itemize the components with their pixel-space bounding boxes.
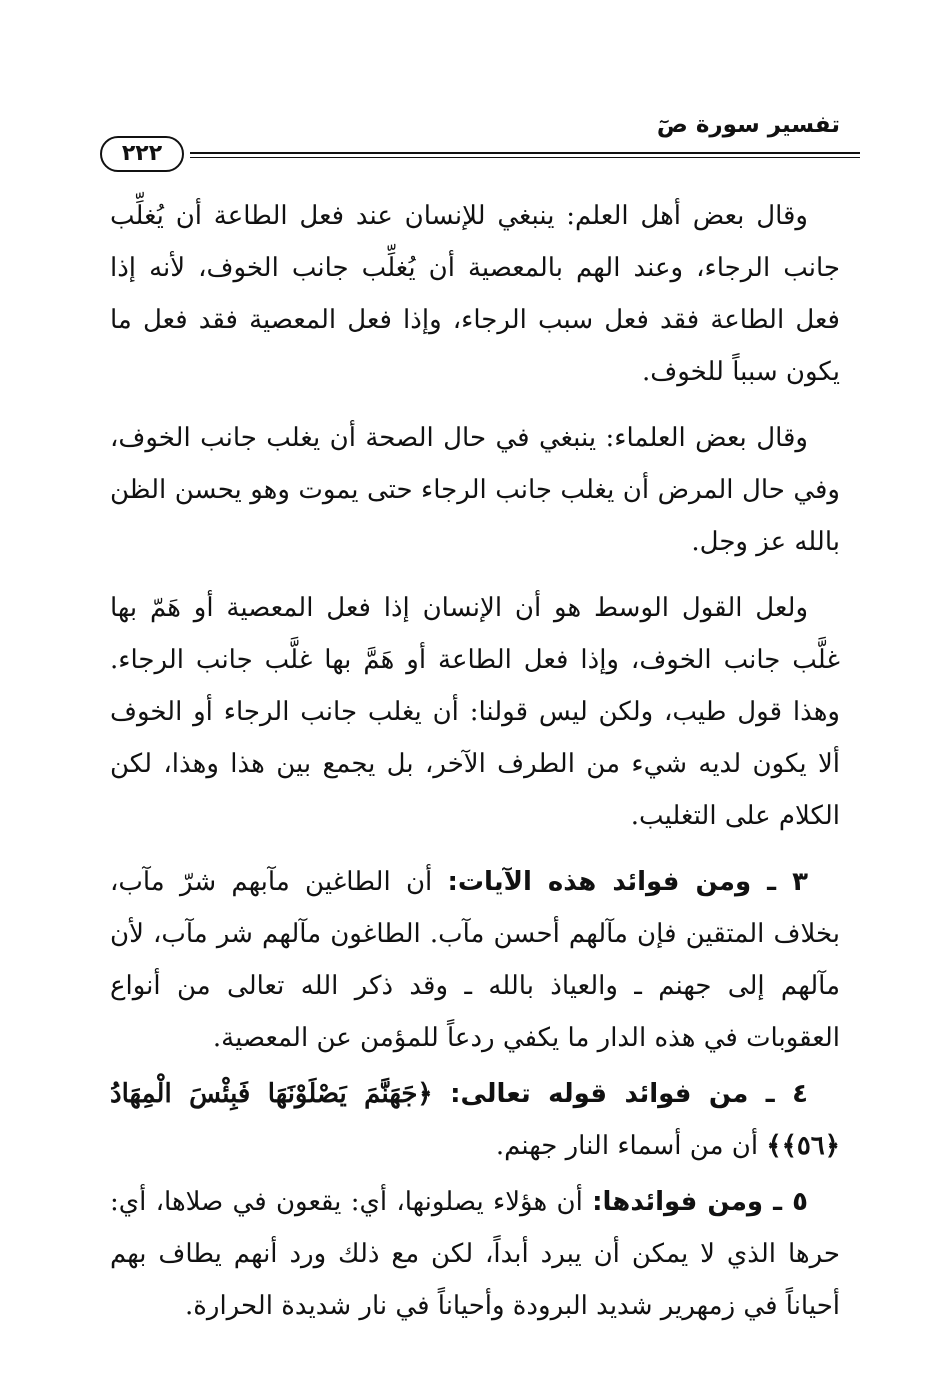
paragraph-text: ولعل القول الوسط هو أن الإنسان إذا فعل المعصية أو هَمّ بها غلَّب جانب الخوف، وإذا فعل الطاعة أو هَمَّ بها غلَّب جانب الرجاء. وهذا قول طيب، ولكن ليس قولنا: أن يغلب جانب الرجاء أو الخوف ألا يكون لديه شيء من الطرف الآخر، بل يجمع بين هذا وهذا، لكن الكلام على التغليب. [110, 593, 840, 831]
paragraph-text: أن من أسماء النار جهنم. [495, 1131, 767, 1161]
paragraph-5 [110, 1068, 840, 1172]
page-header [100, 112, 860, 182]
paragraph-4 [110, 856, 840, 1064]
header-rule [190, 152, 860, 154]
benefit-heading: ٥ ـ ومن فوائدها: [592, 1187, 809, 1217]
paragraph-text: أن هؤلاء يصلونها، أي: يقعون في صلاها، أي: حرها الذي لا يمكن أن يبرد أبداً، لكن مع ذلك ورد أنهم يطاف بهم أحياناً في زمهرير شديد البرودة وأحياناً في نار شديدة الحرارة. [110, 1187, 840, 1321]
paragraph-6 [110, 1176, 840, 1332]
quran-verse: ﴿جَهَنَّمَ يَصْلَوْنَهَا فَبِئْسَ الْمِهَادُ ﴿٥٦﴾﴾ [110, 1079, 840, 1161]
page-body [110, 190, 840, 1346]
paragraph-1 [110, 190, 840, 398]
running-title: تفسير سورة صٓ [656, 112, 840, 138]
paragraph-3 [110, 582, 840, 842]
page-number: ٢٢٢ [100, 136, 184, 172]
benefit-heading: ٣ ـ ومن فوائد هذه الآيات: [447, 867, 808, 897]
paragraph-2 [110, 412, 840, 568]
benefit-heading: ٤ ـ من فوائد قوله تعالى: [450, 1079, 809, 1109]
header-rule-thin [190, 157, 860, 158]
paragraph-text: أن الطاغين مآبهم شرّ مآب، بخلاف المتقين فإن مآلهم أحسن مآب. الطاغون مآلهم شر مآب، لأن مآلهم إلى جهنم ـ والعياذ بالله ـ وقد ذكر الله تعالى من أنواع العقوبات في هذه الدار ما يكفي ردعاً للمؤمن عن المعصية. [110, 867, 840, 1053]
paragraph-text: وقال بعض العلماء: ينبغي في حال الصحة أن يغلب جانب الخوف، وفي حال المرض أن يغلب جانب الرجاء حتى يموت وهو يحسن الظن بالله عز وجل. [110, 423, 840, 557]
paragraph-text: وقال بعض أهل العلم: ينبغي للإنسان عند فعل الطاعة أن يُغلِّب جانب الرجاء، وعند الهم بالمعصية أن يُغلِّب جانب الخوف، لأنه إذا فعل الطاعة فقد فعل سبب الرجاء، وإذا فعل المعصية فقد فعل ما يكون سبباً للخوف. [110, 201, 840, 387]
